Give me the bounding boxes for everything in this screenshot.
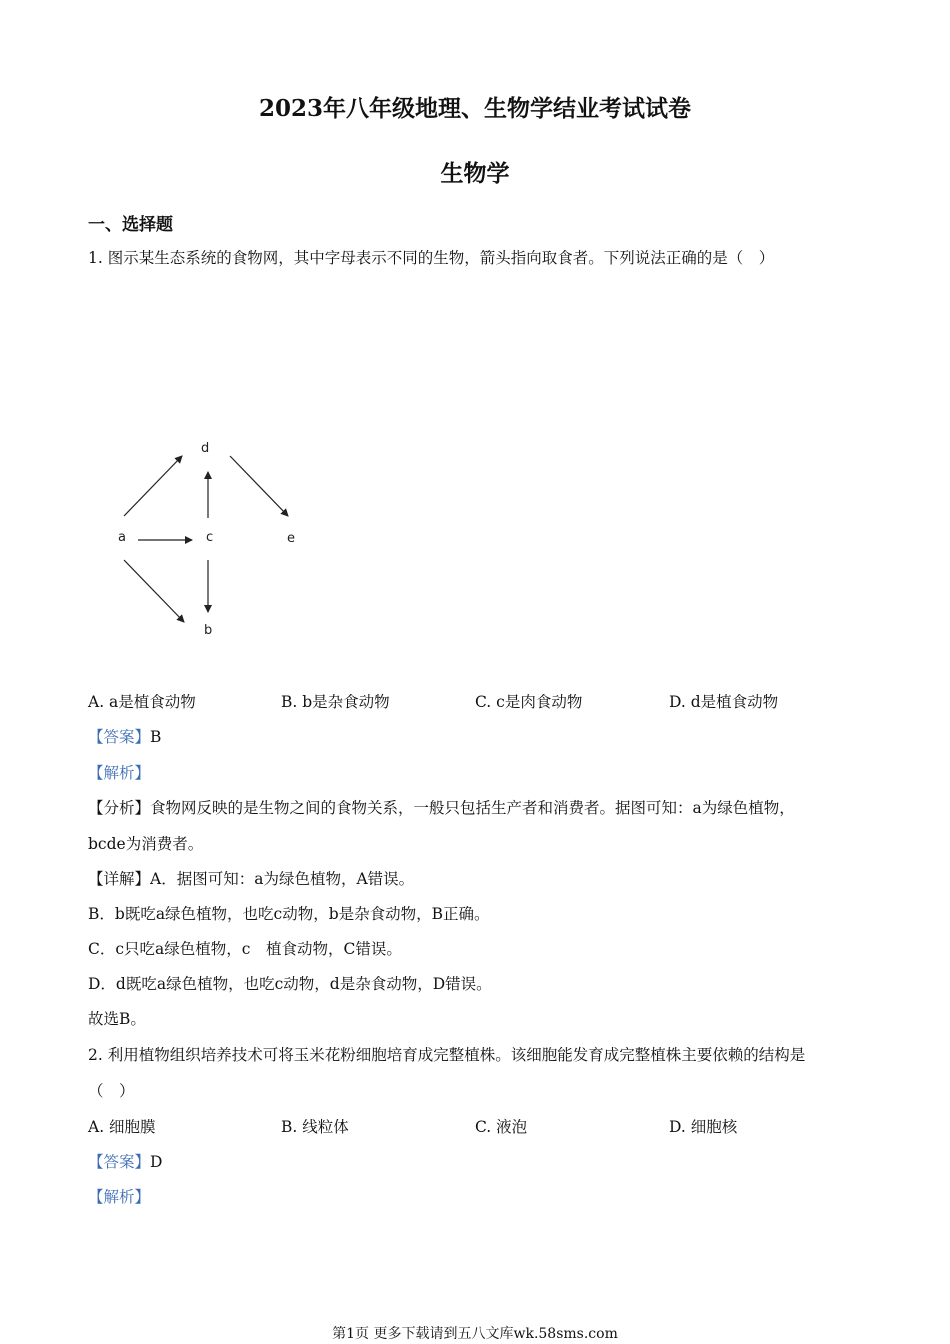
q1-fenxi — [88, 796, 795, 818]
q2-option-b: B. 线粒体 — [281, 1118, 349, 1136]
q1-option-d: D. d是植食动物 — [669, 693, 779, 711]
node-e: e — [287, 531, 295, 546]
q1-detail-c: C．c只吃a绿色植物，c 植食动物，C错误。 — [88, 940, 402, 958]
q1-detail-d: D．d既吃a绿色植物，也吃c动物，d是杂食动物，D错误。 — [88, 975, 492, 993]
q1-conclusion: 故选B。 — [88, 1010, 146, 1028]
q1-detail — [88, 867, 414, 889]
food-web-diagram — [100, 430, 320, 650]
q1-detail-b: B．b既吃a绿色植物，也吃c动物，b是杂食动物，B正确。 — [88, 905, 490, 923]
node-c: c — [206, 530, 214, 545]
answer-label: 【答案】 — [88, 728, 151, 746]
q1-fenxi-cont: bcde为消费者。 — [88, 835, 204, 853]
q2-option-d: D. 细胞核 — [669, 1118, 738, 1136]
q1-answer — [88, 725, 161, 747]
q2-answer — [88, 1150, 162, 1172]
node-a: a — [118, 530, 126, 545]
detail-a: A．据图可知：a为绿色植物，A错误。 — [150, 870, 415, 888]
q2-option-c: C. 液泡 — [475, 1118, 528, 1136]
q1-option-b: B. b是杂食动物 — [281, 693, 390, 711]
fenxi-label: 【分析】 — [88, 799, 151, 817]
q1-option-c: C. c是肉食动物 — [475, 693, 583, 711]
q2-analysis-label: 【解析】 — [88, 1188, 151, 1206]
node-b: b — [204, 623, 213, 638]
subject-title: 生物学 — [440, 160, 510, 187]
q2-stem: 2. 利用植物组织培养技术可将玉米花粉细胞培育成完整植株。该细胞能发育成完整植株主要依赖的结构是 — [88, 1046, 806, 1064]
exam-title: 2023年八年级地理、生物学结业考试试卷 — [258, 95, 691, 122]
fenxi-text: 食物网反映的是生物之间的食物关系，一般只包括生产者和消费者。据图可知：a为绿色植物， — [150, 799, 795, 817]
q1-option-a: A. a是植食动物 — [88, 693, 196, 711]
arrow-a-to-b — [124, 560, 184, 622]
q2-answer-label: 【答案】 — [88, 1153, 151, 1171]
q2-option-a: A. 细胞膜 — [88, 1118, 156, 1136]
arrow-a-to-d — [124, 456, 182, 516]
detail-label: 【详解】 — [88, 870, 151, 888]
q1-analysis-label: 【解析】 — [88, 764, 151, 782]
q2-answer-value: D — [150, 1153, 163, 1171]
page-footer: 第1页 更多下载请到五八文库wk.58sms.com — [332, 1326, 618, 1342]
section-heading: 一、选择题 — [88, 215, 173, 235]
q1-stem: 1. 图示某生态系统的食物网，其中字母表示不同的生物，箭头指向取食者。下列说法正确的是（ ） — [88, 249, 775, 267]
q2-stem-cont: （ ） — [88, 1082, 135, 1100]
answer-value: B — [150, 728, 162, 746]
arrow-d-to-e — [230, 456, 288, 516]
node-d: d — [201, 441, 210, 456]
